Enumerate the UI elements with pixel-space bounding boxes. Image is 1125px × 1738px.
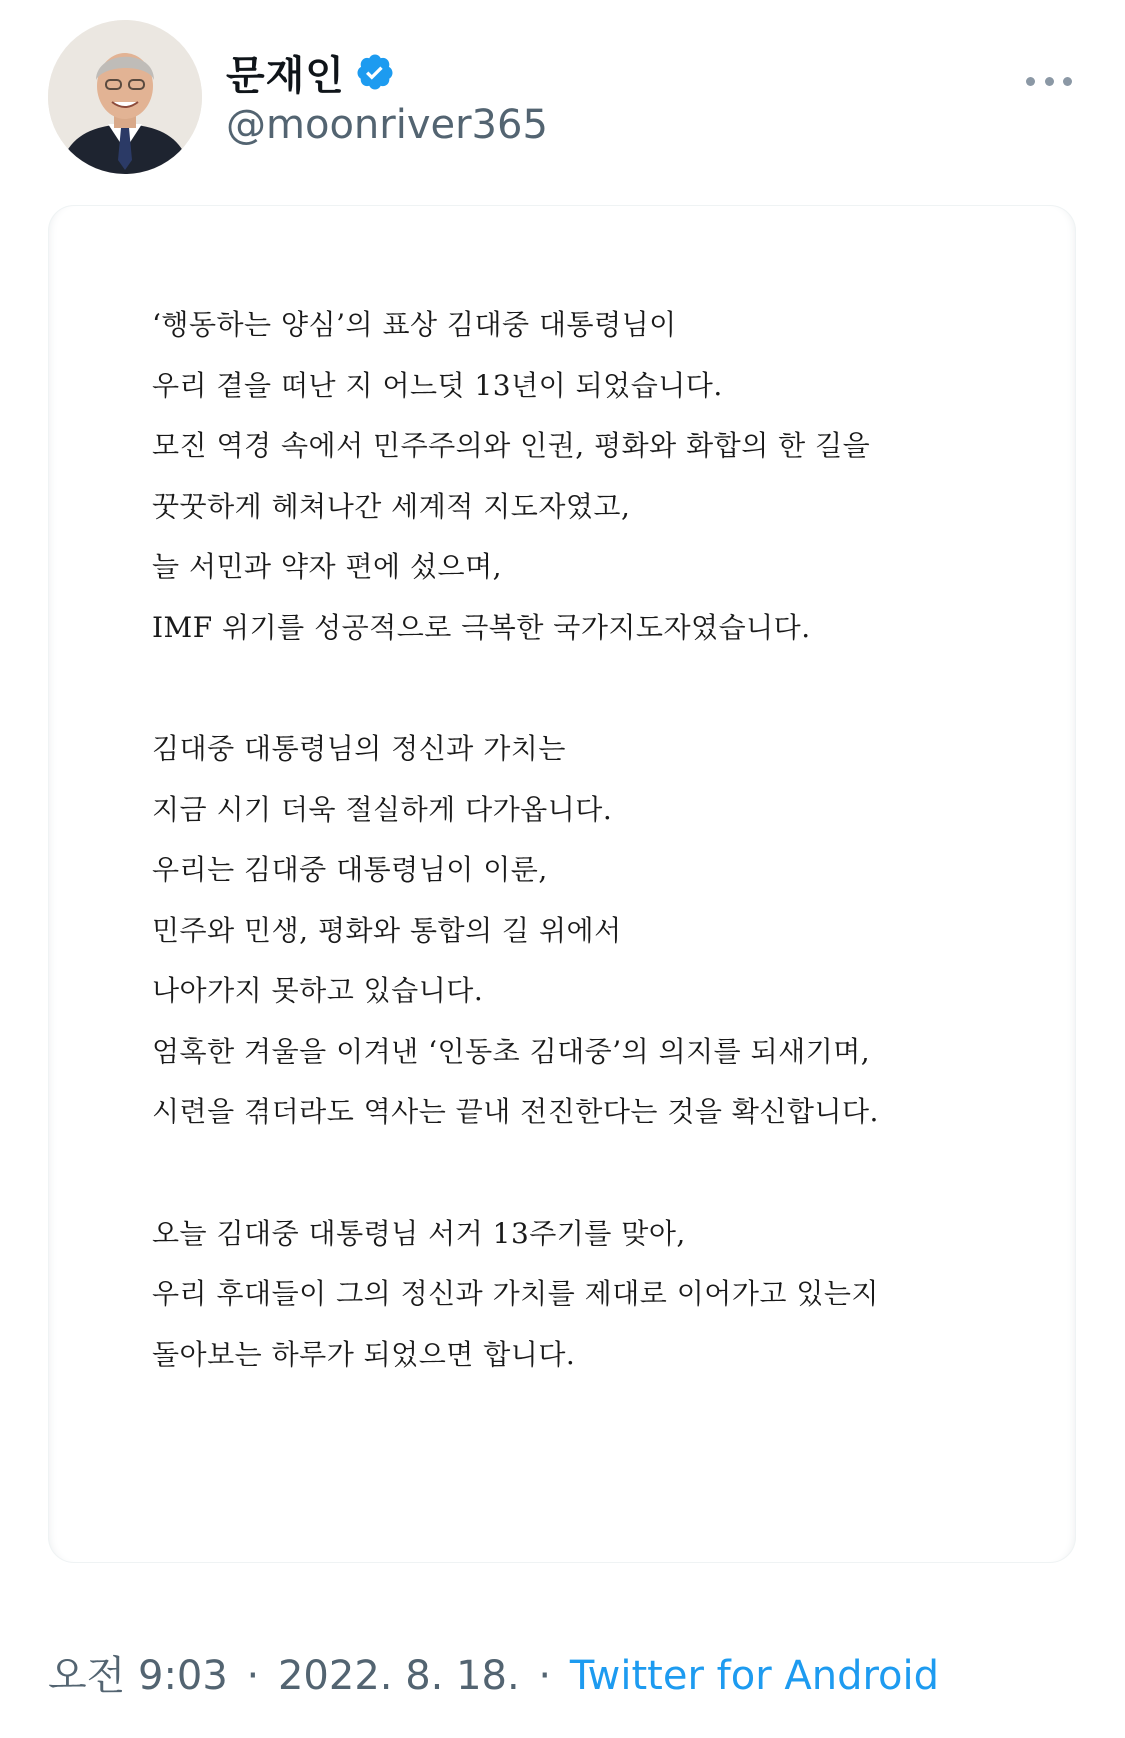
tweet-source-link[interactable]: Twitter for Android xyxy=(569,1653,939,1699)
statement-line: 우리 후대들이 그의 정신과 가치를 제대로 이어가고 있는지 xyxy=(152,1277,879,1310)
statement-line: IMF 위기를 성공적으로 극복한 국가지도자였습니다. xyxy=(152,610,811,644)
statement-line: 나아가지 못하고 있습니다. xyxy=(152,974,484,1007)
statement-line: 우리 곁을 떠난 지 어느덧 13년이 되었습니다. xyxy=(152,368,723,402)
statement-line: 늘 서민과 약자 편에 섰으며, xyxy=(152,550,503,583)
meta-separator: · xyxy=(246,1653,260,1699)
meta-separator: · xyxy=(538,1653,552,1699)
statement-line: 꿋꿋하게 헤쳐나간 세계적 지도자였고, xyxy=(152,489,631,523)
statement-text xyxy=(152,295,1032,1446)
avatar[interactable] xyxy=(48,20,202,174)
avatar-portrait-image xyxy=(48,20,202,174)
statement-line: 모진 역경 속에서 민주주의와 인권, 평화와 화합의 한 길을 xyxy=(152,429,871,462)
statement-line: 돌아보는 하루가 되었으면 합니다. xyxy=(152,1337,576,1371)
statement-line: 민주와 민생, 평화와 통합의 길 위에서 xyxy=(152,913,622,947)
statement-line: 오늘 김대중 대통령님 서거 13주기를 맞아, xyxy=(152,1216,686,1250)
author-handle[interactable]: @moonriver365 xyxy=(226,102,548,148)
statement-paragraph xyxy=(152,295,1032,658)
tweet-header xyxy=(48,20,1078,176)
more-options-icon[interactable] xyxy=(1026,66,1072,96)
statement-paragraph xyxy=(152,1204,1032,1386)
statement-line: ‘행동하는 양심’의 표상 김대중 대통령님이 xyxy=(152,308,677,341)
statement-line: 시련을 겪더라도 역사는 끝내 전진한다는 것을 확신합니다. xyxy=(152,1095,879,1128)
statement-line: 우리는 김대중 대통령님이 이룬, xyxy=(152,853,548,886)
statement-paragraph xyxy=(152,719,1032,1143)
tweet-time[interactable]: 오전 9:03 xyxy=(48,1653,228,1699)
verified-badge-icon xyxy=(355,52,395,92)
author-display-name[interactable]: 문재인 xyxy=(226,52,345,99)
tweet-date[interactable]: 2022. 8. 18. xyxy=(277,1653,520,1699)
author-name-row xyxy=(226,44,395,100)
tweet-metadata xyxy=(48,1644,939,1701)
statement-line: 엄혹한 겨울을 이겨낸 ‘인동초 김대중’의 의지를 되새기며, xyxy=(152,1034,871,1068)
statement-line: 지금 시기 더욱 절실하게 다가옵니다. xyxy=(152,792,613,826)
tweet-media-image[interactable] xyxy=(48,205,1076,1563)
statement-line: 김대중 대통령님의 정신과 가치는 xyxy=(152,732,566,765)
